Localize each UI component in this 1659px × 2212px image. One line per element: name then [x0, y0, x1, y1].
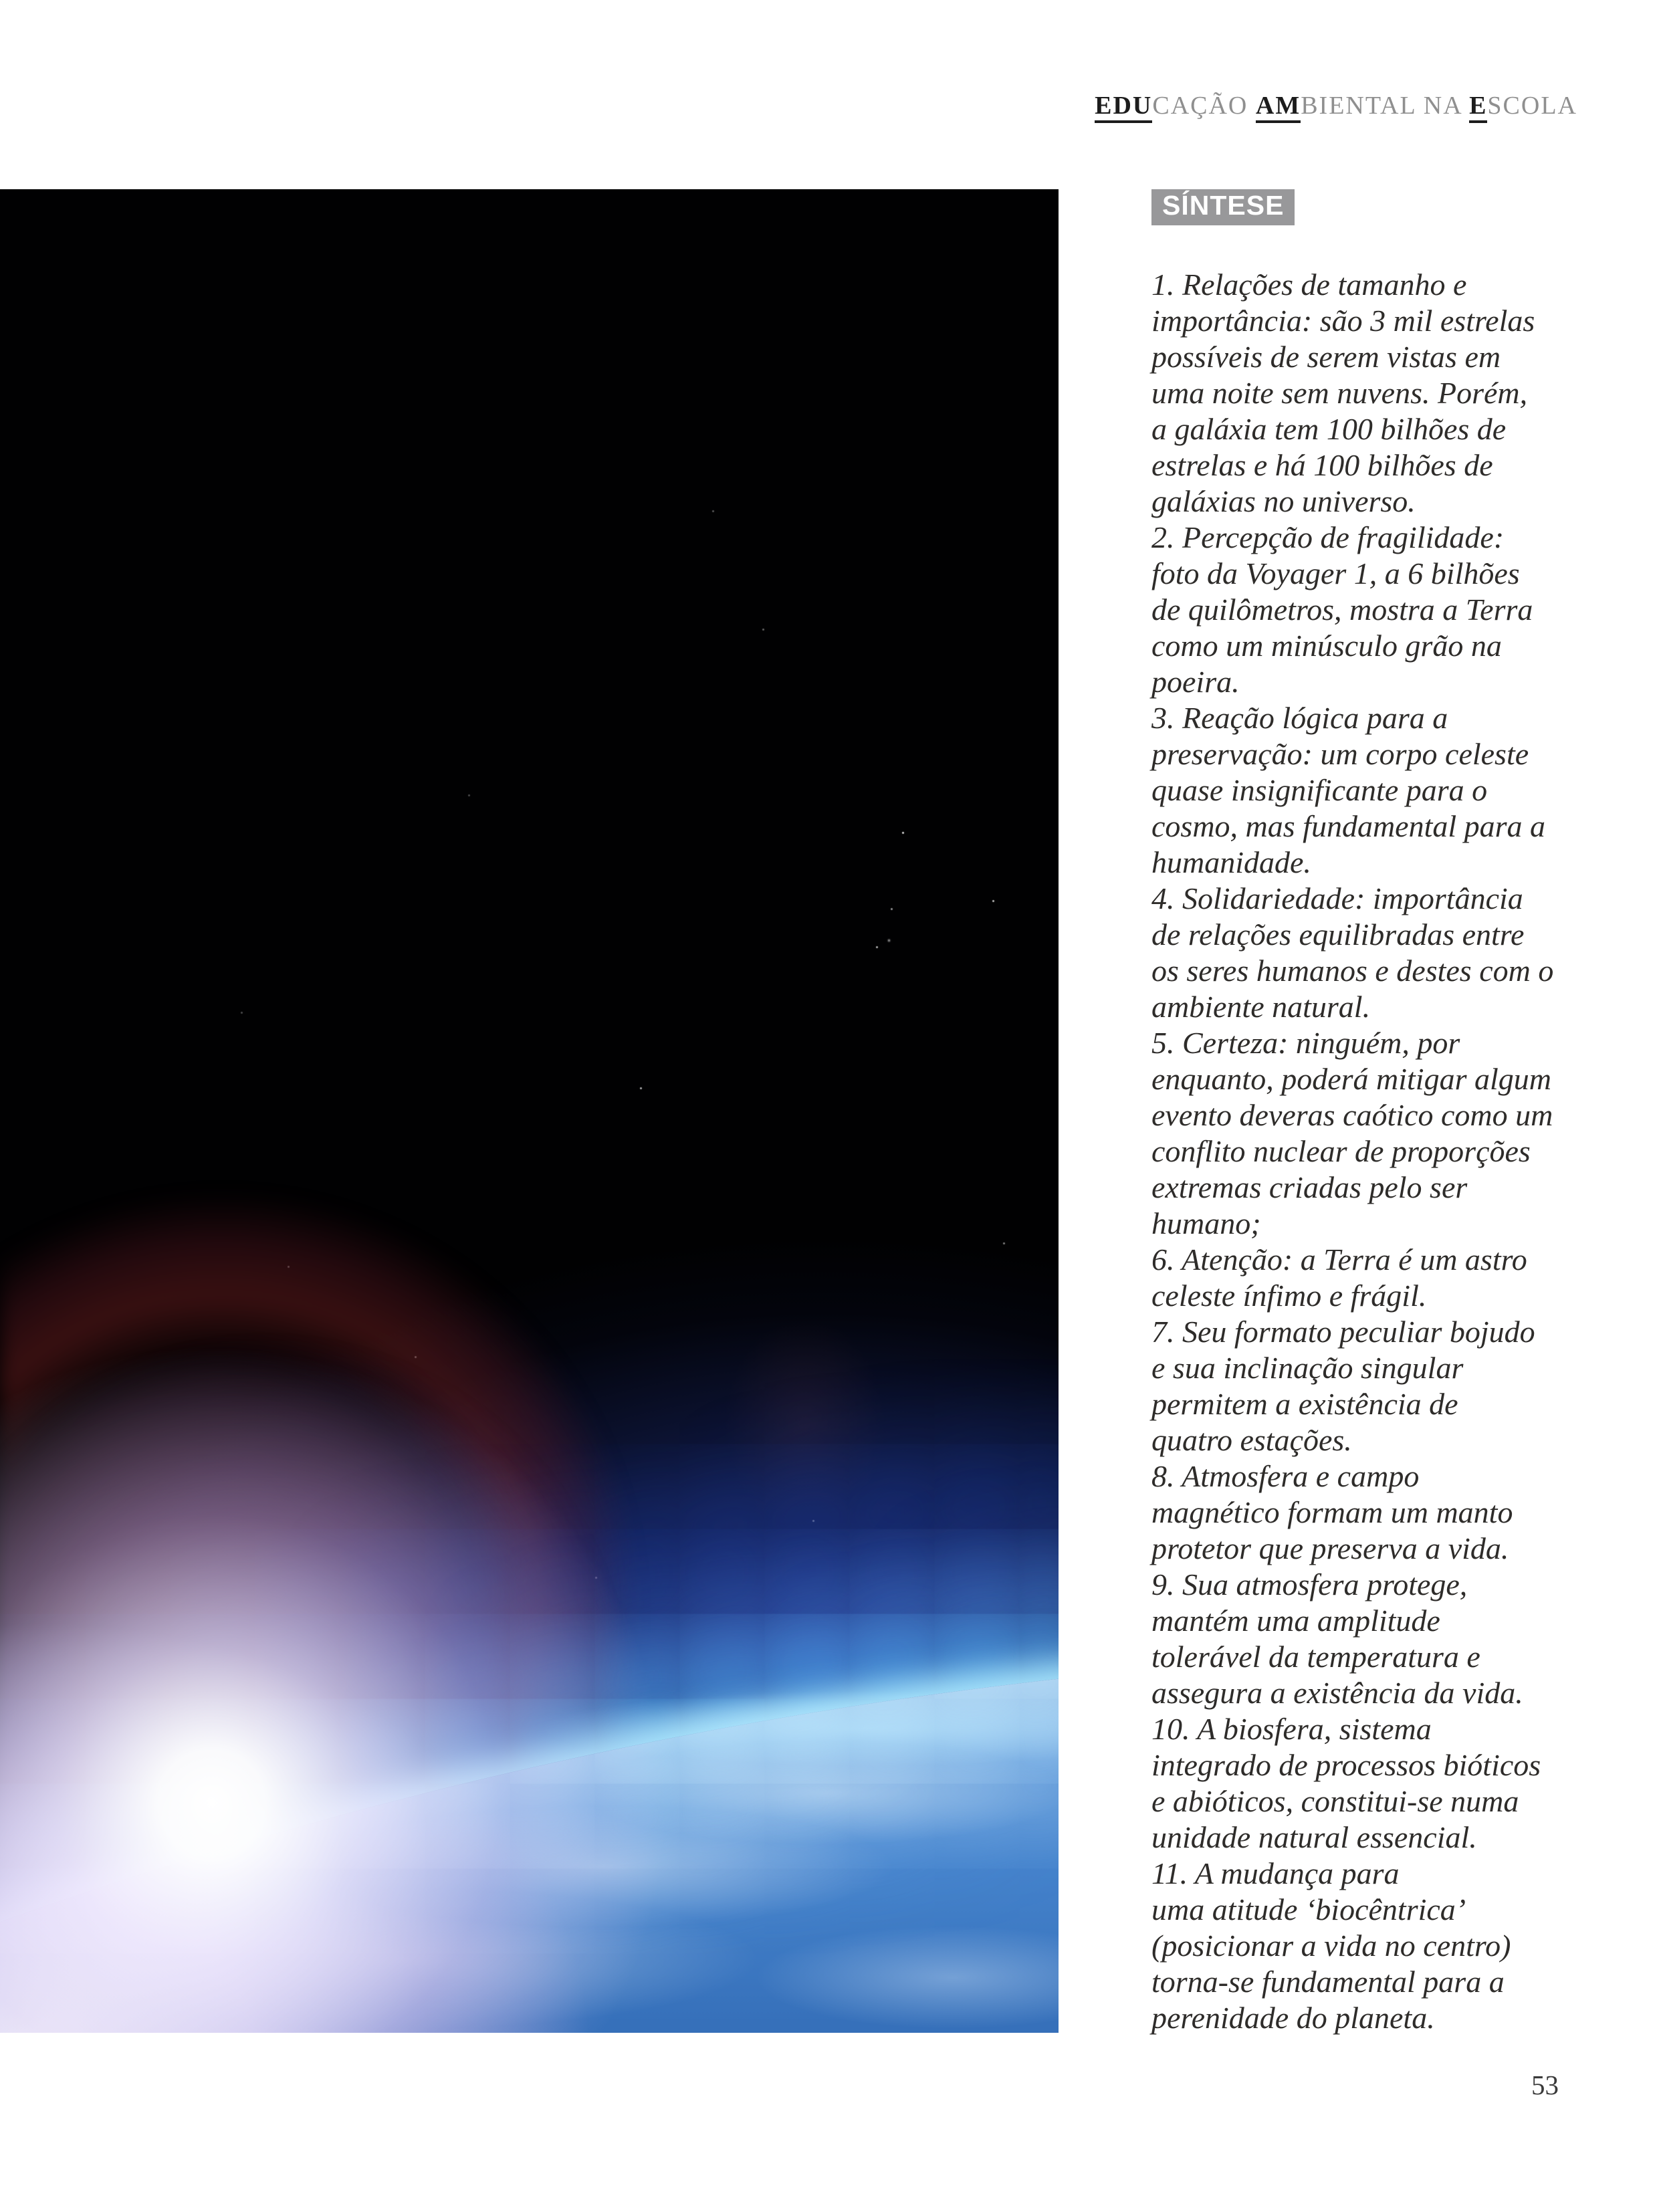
synthesis-line: conflito nuclear de proporções: [1151, 1134, 1531, 1168]
synthesis-item: [1151, 267, 1620, 520]
synthesis-line: mantém uma amplitude: [1151, 1603, 1440, 1638]
journal-title-segment: BIENTAL NA: [1301, 92, 1470, 120]
synthesis-line: 10. A biosfera, sistema: [1151, 1712, 1432, 1746]
synthesis-item: [1151, 1242, 1620, 1314]
journal-title-segment: CAÇÃO: [1152, 92, 1256, 120]
synthesis-line: como um minúsculo grão na: [1151, 629, 1502, 663]
synthesis-line: poeira.: [1151, 665, 1240, 699]
synthesis-list: [1151, 267, 1620, 2036]
page-number: 53: [1531, 2070, 1559, 2100]
synthesis-line: uma noite sem nuvens. Porém,: [1151, 376, 1528, 410]
synthesis-line: importância: são 3 mil estrelas: [1151, 304, 1535, 338]
synthesis-item: [1151, 1314, 1620, 1458]
synthesis-item: [1151, 1025, 1620, 1242]
synthesis-item: [1151, 881, 1620, 1025]
synthesis-line: os seres humanos e destes com o: [1151, 954, 1554, 988]
journal-title-segment: AM: [1256, 92, 1301, 123]
synthesis-line: e abióticos, constitui-se numa: [1151, 1784, 1519, 1818]
synthesis-line: 8. Atmosfera e campo: [1151, 1459, 1420, 1493]
synthesis-line: ambiente natural.: [1151, 990, 1371, 1024]
synthesis-line: de quilômetros, mostra a Terra: [1151, 592, 1533, 627]
synthesis-sidebar: [1151, 189, 1620, 2036]
synthesis-item: [1151, 1856, 1620, 2036]
journal-title-segment: SCOLA: [1487, 92, 1577, 120]
synthesis-heading: SÍNTESE: [1151, 189, 1295, 225]
sun-glare: [0, 189, 1059, 2033]
journal-title-segment: E: [1469, 92, 1487, 123]
synthesis-line: 1. Relações de tamanho e: [1151, 267, 1467, 302]
synthesis-line: 4. Solidariedade: importância: [1151, 881, 1523, 915]
synthesis-line: humanidade.: [1151, 845, 1311, 879]
synthesis-line: 6. Atenção: a Terra é um astro: [1151, 1242, 1527, 1277]
synthesis-line: evento deveras caótico como um: [1151, 1098, 1553, 1132]
synthesis-line: foto da Voyager 1, a 6 bilhões: [1151, 556, 1520, 590]
synthesis-item: [1151, 520, 1620, 700]
synthesis-line: magnético formam um manto: [1151, 1495, 1513, 1529]
synthesis-line: (posicionar a vida no centro): [1151, 1928, 1511, 1963]
synthesis-line: permitem a existência de: [1151, 1387, 1458, 1421]
synthesis-line: 9. Sua atmosfera protege,: [1151, 1567, 1468, 1601]
synthesis-line: 11. A mudança para: [1151, 1856, 1400, 1890]
synthesis-line: protetor que preserva a vida.: [1151, 1531, 1509, 1565]
synthesis-line: humano;: [1151, 1206, 1261, 1240]
synthesis-line: torna-se fundamental para a: [1151, 1965, 1505, 1999]
synthesis-line: de relações equilibradas entre: [1151, 917, 1525, 952]
synthesis-line: quase insignificante para o: [1151, 773, 1488, 807]
synthesis-line: quatro estações.: [1151, 1423, 1352, 1457]
synthesis-line: celeste ínfimo e frágil.: [1151, 1279, 1427, 1313]
synthesis-line: 2. Percepção de fragilidade:: [1151, 520, 1505, 554]
synthesis-line: integrado de processos bióticos: [1151, 1748, 1541, 1782]
synthesis-line: uma atitude ‘biocêntrica’: [1151, 1892, 1466, 1926]
synthesis-line: e sua inclinação singular: [1151, 1351, 1464, 1385]
synthesis-item: [1151, 1458, 1620, 1567]
earth-from-space-image: [0, 189, 1059, 2033]
journal-title: [1095, 91, 1577, 120]
synthesis-line: tolerável da temperatura e: [1151, 1640, 1480, 1674]
synthesis-item: [1151, 700, 1620, 881]
synthesis-item: [1151, 1711, 1620, 1856]
synthesis-line: cosmo, mas fundamental para a: [1151, 809, 1546, 843]
journal-title-segment: EDU: [1095, 92, 1152, 123]
synthesis-line: estrelas e há 100 bilhões de: [1151, 448, 1493, 482]
synthesis-line: extremas criadas pelo ser: [1151, 1170, 1468, 1204]
synthesis-line: assegura a existência da vida.: [1151, 1676, 1523, 1710]
synthesis-line: possíveis de serem vistas em: [1151, 340, 1501, 374]
synthesis-line: preservação: um corpo celeste: [1151, 737, 1529, 771]
synthesis-line: galáxias no universo.: [1151, 484, 1416, 518]
synthesis-line: perenidade do planeta.: [1151, 2001, 1435, 2035]
synthesis-item: [1151, 1567, 1620, 1711]
synthesis-line: a galáxia tem 100 bilhões de: [1151, 412, 1507, 446]
synthesis-line: enquanto, poderá mitigar algum: [1151, 1062, 1551, 1096]
synthesis-line: 7. Seu formato peculiar bojudo: [1151, 1315, 1535, 1349]
synthesis-line: unidade natural essencial.: [1151, 1820, 1477, 1854]
synthesis-line: 3. Reação lógica para a: [1151, 701, 1448, 735]
synthesis-line: 5. Certeza: ninguém, por: [1151, 1026, 1460, 1060]
